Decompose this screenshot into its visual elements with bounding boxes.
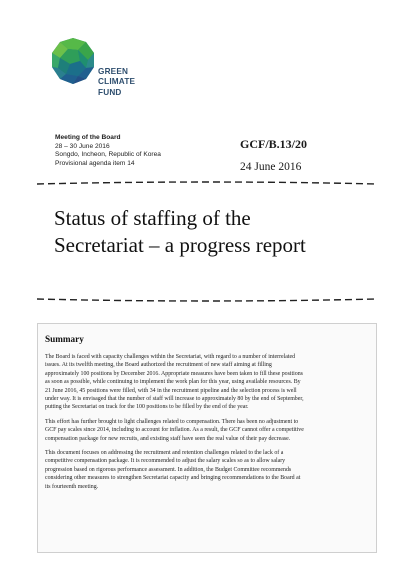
summary-line: GCF pay scales since 2014, including to account for inflation. As a result, the GCF cannot offer a competitive (45, 427, 304, 434)
document-reference (240, 137, 307, 173)
summary-paragraph (45, 418, 369, 443)
page-title (54, 205, 306, 259)
org-name-line: FUND (98, 87, 122, 97)
summary-line: considering other measures to strengthen Secretariat capacity and bringing recommendations to the Board at (45, 475, 301, 482)
summary-line: 21 June 2016, 45 positions were filled, with 34 in the recruitment pipeline and the selection process is well (45, 387, 297, 394)
meeting-location: Songdo, Incheon, Republic of Korea (55, 151, 161, 159)
summary-box (37, 323, 377, 553)
summary-line: issues. At its twelfth meeting, the Board authorized the recruitment of new staff aiming at filling (45, 362, 272, 369)
summary-line: This document focuses on addressing the recruitment and retention challenges related to the lack of a (45, 450, 284, 457)
title-line: Status of staffing of the (54, 206, 251, 230)
summary-line: compensation package for new recruits, and existing staff have seen the real value of their pay decrease. (45, 435, 291, 442)
globe-icon (48, 36, 98, 86)
document-date: 24 June 2016 (240, 161, 302, 173)
summary-line: putting the Secretariat on track for the 100 positions to be filled by the end of the year. (45, 404, 249, 411)
meeting-title: Meeting of the Board (55, 134, 121, 141)
summary-heading: Summary (45, 334, 84, 344)
org-name-line: GREEN (98, 67, 129, 76)
org-name-line: CLIMATE (98, 77, 136, 87)
summary-paragraph (45, 449, 369, 491)
summary-line: The Board is faced with capacity challenges within the Secretariat, with regard to a number of interrelated (45, 354, 296, 360)
summary-line: progression based on rigorous performance assessment. In addition, the Budget Committee recommends (45, 466, 292, 473)
title-line: Secretariat – a progress report (54, 233, 306, 257)
bottom-divider (37, 295, 377, 305)
summary-line: This effort has further brought to light challenges related to compensation. There has been no adjustment to (45, 418, 299, 425)
summary-paragraph (45, 353, 369, 412)
summary-line: as soon as possible, while continuing to implement the work plan for this year, using available resources. By (45, 379, 301, 386)
summary-line: competitive compensation package. It is recommended to adjust the salary scales so as to allow salary (45, 458, 286, 465)
top-divider (37, 178, 377, 188)
meeting-dates: 28 – 30 June 2016 (55, 142, 110, 150)
org-name (98, 67, 135, 98)
summary-line: approximately 100 positions by December 2016. Appropriate measures have been taken to fill these positions (45, 370, 303, 377)
agenda-item: Provisional agenda item 14 (55, 159, 135, 167)
summary-line: under way. It is envisaged that the number of staff will increase to approximately 80 by the end of September, (45, 396, 304, 403)
meeting-info (55, 134, 161, 168)
summary-line: its fourteenth meeting. (45, 483, 99, 490)
document-code: GCF/B.13/20 (240, 137, 308, 151)
